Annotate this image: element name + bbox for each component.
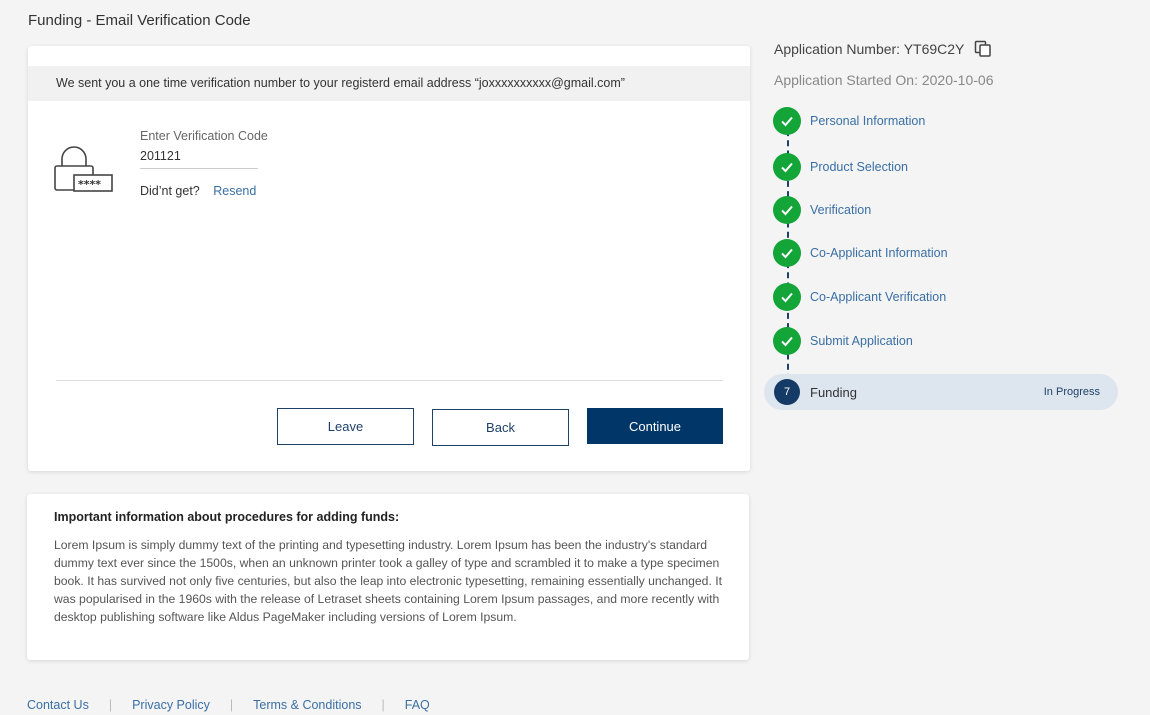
resend-row bbox=[140, 184, 268, 198]
info-body: Lorem Ipsum is simply dummy text of the printing and typesetting industry. Lorem Ipsum has been the industry's standard dummy text ever since the 1500s, when an unknown printer took a galley of type and scrambled it to make a type specimen book. It has survived not only five centuries, but also the leap into electronic typesetting, remaining essentially unchanged. It was popularised in the 1960s with the release of Letraset sheets containing Lorem Ipsum passages, and more recently with desktop publishing software like Aldus PageMaker including versions of Lorem Ipsum. bbox=[54, 538, 722, 624]
application-started: Application Started On: 2020-10-06 bbox=[774, 72, 994, 88]
footer bbox=[27, 698, 430, 712]
check-icon bbox=[773, 239, 801, 267]
step-submit-application[interactable] bbox=[764, 326, 913, 356]
verification-banner: We sent you a one time verification number to your registerd email address “joxxxxxxxxxx@gmail.com” bbox=[28, 66, 750, 101]
step-label[interactable]: Verification bbox=[810, 203, 872, 217]
check-icon bbox=[773, 196, 801, 224]
leave-button[interactable]: Leave bbox=[277, 408, 414, 445]
check-icon bbox=[773, 153, 801, 181]
footer-separator: | bbox=[229, 698, 234, 712]
status-badge: In Progress bbox=[1043, 386, 1100, 398]
info-card bbox=[27, 494, 749, 660]
back-button[interactable]: Back bbox=[432, 409, 569, 446]
check-icon bbox=[773, 327, 801, 355]
check-icon bbox=[773, 107, 801, 135]
step-co-applicant-information[interactable] bbox=[764, 238, 948, 268]
step-number: 7 bbox=[774, 379, 800, 405]
code-label: Enter Verification Code bbox=[140, 129, 268, 143]
application-number bbox=[774, 40, 992, 58]
step-product-selection[interactable] bbox=[764, 152, 908, 182]
step-label[interactable]: Personal Information bbox=[810, 114, 926, 128]
page-title: Funding - Email Verification Code bbox=[28, 12, 251, 29]
copy-icon[interactable] bbox=[974, 40, 992, 58]
code-block bbox=[140, 129, 268, 198]
continue-button[interactable]: Continue bbox=[587, 408, 723, 444]
footer-link-terms[interactable]: Terms & Conditions bbox=[253, 698, 362, 712]
footer-link-privacy[interactable]: Privacy Policy bbox=[132, 698, 210, 712]
verification-code-input[interactable]: 201121 bbox=[140, 149, 258, 169]
step-funding[interactable] bbox=[764, 374, 1118, 410]
footer-link-faq[interactable]: FAQ bbox=[404, 698, 430, 712]
step-label[interactable]: Product Selection bbox=[810, 160, 908, 174]
info-title: Important information about procedures for adding funds: bbox=[54, 510, 400, 524]
check-icon bbox=[773, 283, 801, 311]
step-personal-information[interactable] bbox=[764, 106, 925, 136]
step-label: Funding bbox=[810, 384, 857, 400]
verification-card bbox=[28, 46, 750, 471]
lock-icon bbox=[54, 146, 114, 194]
footer-link-contact[interactable]: Contact Us bbox=[27, 698, 89, 712]
footer-separator: | bbox=[381, 698, 385, 712]
step-label[interactable]: Co-Applicant Verification bbox=[810, 290, 947, 304]
step-label[interactable]: Submit Application bbox=[810, 334, 913, 348]
application-number-text: Application Number: YT69C2Y bbox=[774, 41, 965, 57]
divider bbox=[56, 380, 723, 381]
step-co-applicant-verification[interactable] bbox=[764, 282, 946, 312]
footer-separator: | bbox=[108, 698, 113, 712]
lock-stars: **** bbox=[78, 178, 102, 191]
resend-link[interactable]: Resend bbox=[213, 184, 257, 198]
step-verification[interactable] bbox=[764, 195, 871, 225]
didnt-get-text: Did’nt get? bbox=[140, 184, 200, 198]
step-label[interactable]: Co-Applicant Information bbox=[810, 246, 948, 260]
